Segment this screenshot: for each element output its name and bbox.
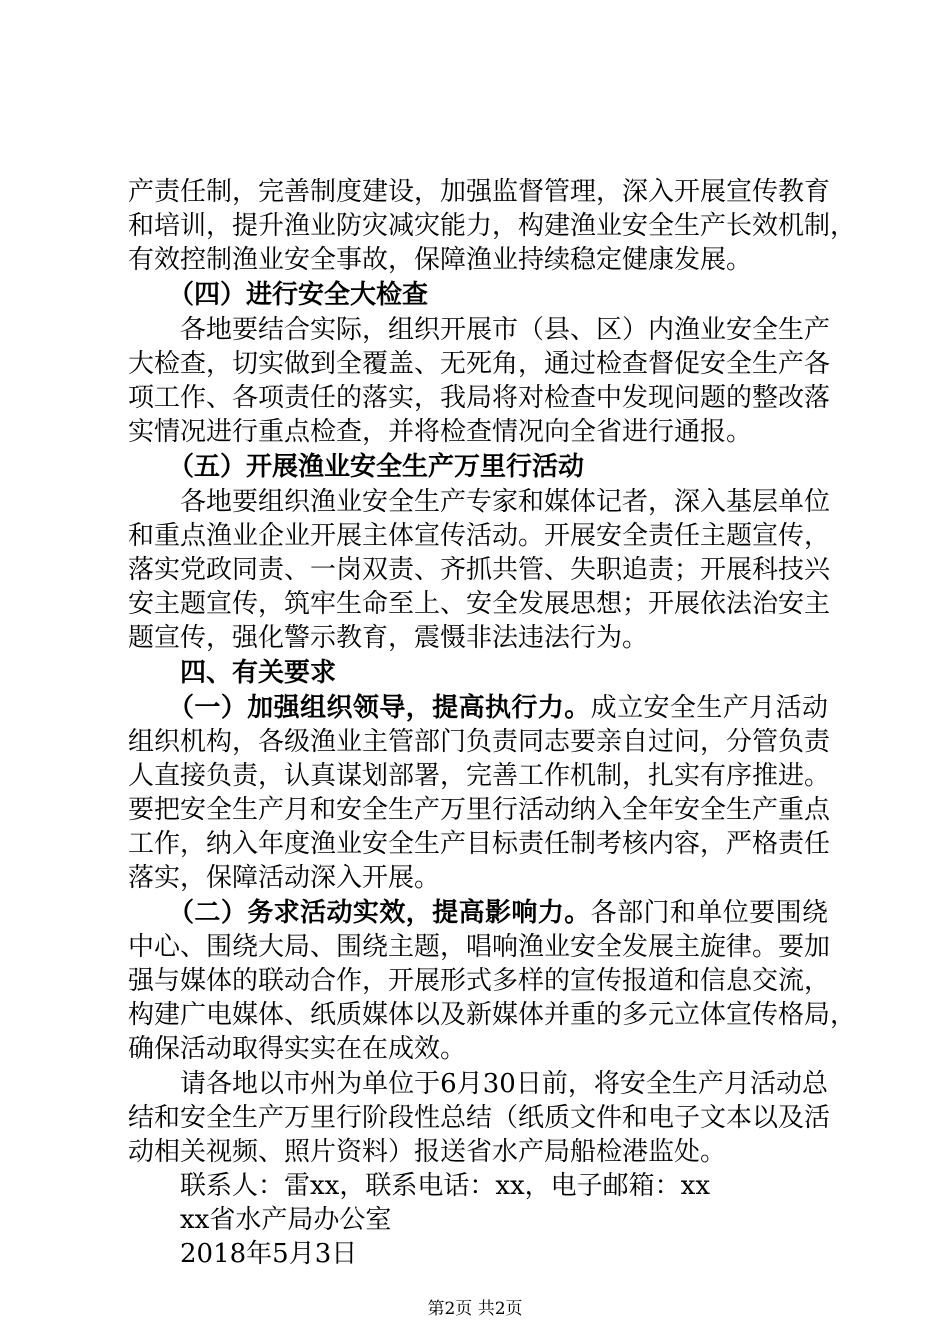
body-line: 结和安全生产万里行阶段性总结（纸质文件和电子文本以及活: [128, 1103, 831, 1133]
date-line: 2018年5月3日: [180, 1239, 358, 1269]
requirement-1-rest: 成立安全生产月活动: [590, 693, 828, 723]
body-line: 有效控制渔业安全事故，保障渔业持续稳定健康发展。: [128, 245, 753, 275]
body-line: 落实，保障活动深入开展。: [128, 863, 441, 893]
body-line: 题宣传，强化警示教育，震慑非法违法行为。: [128, 623, 649, 653]
body-line: 请各地以市州为单位于6月30日前，将安全生产月活动总: [180, 1069, 828, 1099]
requirement-1-first-line: [168, 691, 828, 725]
body-line: 人直接负责，认真谋划部署，完善工作机制，扎实有序推进。: [128, 761, 831, 791]
body-line: 动相关视频、照片资料）报送省水产局船检港监处。: [128, 1137, 727, 1167]
section-heading: 四、有关要求: [180, 658, 337, 688]
contact-line: 联系人：雷xx，联系电话：xx，电子邮箱：xx: [180, 1171, 710, 1201]
body-line: 工作，纳入年度渔业安全生产目标责任制考核内容，严格责任: [128, 829, 831, 859]
body-line: 强与媒体的联动合作，开展形式多样的宣传报道和信息交流，: [128, 966, 831, 996]
body-line: 确保活动取得实实在在成效。: [128, 1034, 467, 1064]
body-line: 各地要结合实际，组织开展市（县、区）内渔业安全生产: [180, 315, 831, 345]
requirement-2-lead: （二）务求活动实效，提高影响力。: [168, 898, 591, 928]
body-line: 各地要组织渔业安全生产专家和媒体记者，深入基层单位: [180, 487, 831, 517]
body-line: 和培训，提升渔业防灾减灾能力，构建渔业安全生产长效机制，: [128, 211, 857, 241]
requirement-2-rest: 各部门和单位要围绕: [590, 898, 828, 928]
body-line: 构建广电媒体、纸质媒体以及新媒体并重的多元立体宣传格局，: [128, 1000, 857, 1030]
body-line: 项工作、各项责任的落实，我局将对检查中发现问题的整改落: [128, 383, 831, 413]
body-line: 组织机构，各级渔业主管部门负责同志要亲自过问，分管负责: [128, 727, 831, 757]
body-line: 落实党政同责、一岗双责、齐抓共管、失职追责；开展科技兴: [128, 555, 831, 585]
issuer-line: xx省水产局办公室: [180, 1205, 392, 1235]
body-line: 中心、围绕大局、围绕主题，唱响渔业安全发展主旋律。要加: [128, 932, 831, 962]
body-line: 实情况进行重点检查，并将检查情况向全省进行通报。: [128, 417, 753, 447]
requirement-2-first-line: [168, 896, 828, 930]
body-line: 大检查，切实做到全覆盖、无死角，通过检查督促安全生产各: [128, 349, 831, 379]
page-footer: 第2页 共2页: [427, 1299, 523, 1319]
section-heading: （四）进行安全大检查: [168, 280, 429, 310]
body-line: 安主题宣传，筑牢生命至上、安全发展思想；开展依法治安主: [128, 589, 831, 619]
section-heading: （五）开展渔业安全生产万里行活动: [168, 452, 585, 482]
body-line: 和重点渔业企业开展主体宣传活动。开展安全责任主题宣传，: [128, 521, 831, 551]
body-line: 要把安全生产月和安全生产万里行活动纳入全年安全生产重点: [128, 795, 831, 825]
requirement-1-lead: （一）加强组织领导，提高执行力。: [168, 693, 591, 723]
body-line: 产责任制，完善制度建设，加强监督管理，深入开展宣传教育: [128, 177, 831, 207]
